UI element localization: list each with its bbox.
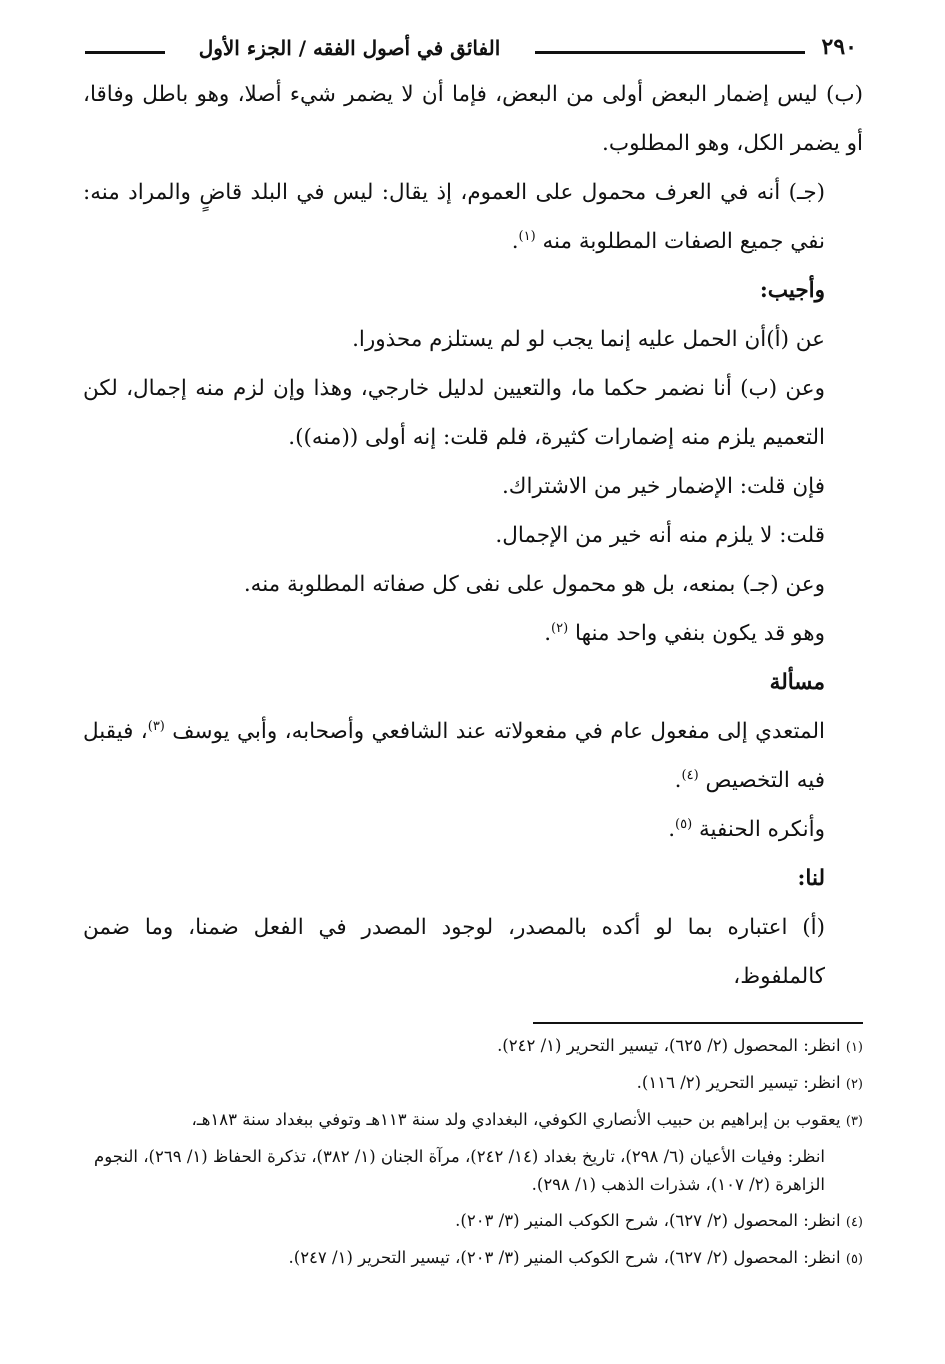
footnote-text: انظر: المحصول (٢/ ٦٢٧)، شرح الكوكب المنير (٣/ ٢٠٣)، تيسير التحرير (١/ ٢٤٧). — [288, 1248, 841, 1267]
paragraph-text: وهو قد يكون بنفي واحد منها — [575, 621, 825, 646]
heading-text: وأجيب: — [759, 278, 825, 303]
footnote-separator — [533, 1022, 863, 1024]
paragraph-text: قلت: لا يلزم منه أنه خير من الإجمال. — [495, 523, 825, 548]
footnote-number: (٢) — [845, 1077, 863, 1092]
subheading-answer — [83, 266, 863, 315]
footnote-3 — [83, 1102, 863, 1139]
paragraph-argument-a — [83, 903, 863, 1001]
footnote-text: انظر: تيسير التحرير (٢/ ١١٦). — [636, 1073, 841, 1092]
footnote-4 — [83, 1203, 863, 1240]
footnote-5 — [83, 1240, 863, 1277]
footnote-number: (٥) — [845, 1252, 863, 1267]
subheading-lana — [83, 854, 863, 903]
footnote-number: (١) — [845, 1040, 863, 1055]
heading-text: مسألة — [769, 670, 825, 695]
paragraph-text: وعن (جـ) بمنعه، بل هو محمول على نفى كل صفاته المطلوبة منه. — [243, 572, 825, 597]
paragraph-text: ، فيقبل فيه التخصيص — [83, 719, 825, 793]
paragraph-end: . — [674, 768, 682, 793]
footnote-3-continuation — [83, 1139, 863, 1203]
header-rule-left — [85, 51, 165, 54]
page-number: ٢٩٠ — [821, 34, 857, 60]
paragraph-end: . — [544, 621, 552, 646]
paragraph-negation — [83, 609, 863, 658]
paragraph-hanafi — [83, 805, 863, 854]
paragraph-text: فإن قلت: الإضمار خير من الاشتراك. — [501, 474, 825, 499]
section-heading-masala — [83, 658, 863, 707]
paragraph-objection — [83, 462, 863, 511]
footnote-number: (٣) — [845, 1114, 863, 1129]
paragraph-answer-jim — [83, 560, 863, 609]
paragraph-b — [83, 70, 863, 168]
paragraph-text: المتعدي إلى مفعول عام في مفعولاته عند الشافعي وأصحابه، وأبي يوسف — [172, 719, 825, 744]
footnote-2 — [83, 1065, 863, 1102]
paragraph-text: عن (أ)أن الحمل عليه إنما يجب لو لم يستلزم محذورا. — [352, 327, 825, 352]
paragraph-answer-b — [83, 364, 863, 462]
paragraph-text: (ب) ليس إضمار البعض أولى من البعض، فإما أن لا يضمر شيء أصلا، وهو باطل وفاقا، أو يضمر الكل، وهو المطلوب. — [83, 82, 863, 156]
paragraph-reply — [83, 511, 863, 560]
paragraph-text: (أ) اعتباره بما لو أكده بالمصدر، لوجود المصدر في الفعل ضمنا، وما ضمن كالملفوظ، — [83, 915, 825, 989]
paragraph-end: . — [668, 817, 676, 842]
footnote-1 — [83, 1028, 863, 1065]
paragraph-transitive — [83, 707, 863, 805]
page-header — [80, 32, 862, 68]
paragraph-jim — [83, 168, 863, 266]
footnote-ref[interactable]: (١) — [518, 228, 536, 244]
footnote-number: (٤) — [845, 1215, 863, 1230]
paragraph-text: (جـ) أنه في العرف محمول على العموم، إذ يقال: ليس في البلد قاضٍ والمراد منه: نفي جميع الصفات المطلوبة منه — [83, 180, 825, 254]
heading-text: لنا: — [797, 866, 825, 891]
footnote-ref[interactable]: (٥) — [675, 816, 693, 832]
header-rule-middle — [535, 51, 805, 54]
footnote-text: انظر: المحصول (٢/ ٦٢٧)، شرح الكوكب المنير (٣/ ٢٠٣). — [455, 1211, 841, 1230]
main-text — [83, 70, 863, 1001]
paragraph-text: وأنكره الحنفية — [699, 817, 825, 842]
paragraph-end: . — [511, 229, 519, 254]
footnote-text: انظر: وفيات الأعيان (٦/ ٢٩٨)، تاريخ بغداد (١٤/ ٢٤٢)، مرآة الجنان (١/ ٣٨٢)، تذكرة الحفاظ (١/ ٢٦٩)، النجوم الزاهرة (٢/ ١٠٧)، شذرات الذهب (١/ ٢٩٨). — [94, 1147, 825, 1194]
footnote-ref[interactable]: (٤) — [681, 767, 699, 783]
paragraph-text: وعن (ب) أنا نضمر حكما ما، والتعيين لدليل خارجي، وهذا وإن لزم منه إجمال، لكن التعميم يلزم منه إضمارات كثيرة، فلم قلت: إنه أولى ((منه)). — [83, 376, 825, 450]
footnote-ref[interactable]: (٢) — [551, 620, 569, 636]
footnote-ref[interactable]: (٣) — [147, 718, 165, 734]
running-title: الفائق في أصول الفقه / الجزء الأول — [198, 36, 501, 60]
paragraph-answer-a — [83, 315, 863, 364]
footnotes — [83, 1028, 863, 1277]
footnote-text: يعقوب بن إبراهيم بن حبيب الأنصاري الكوفي، البغدادي ولد سنة ١١٣هـ وتوفي ببغداد سنة ١٨٣هـ، — [191, 1110, 841, 1129]
footnote-text: انظر: المحصول (٢/ ٦٢٥)، تيسير التحرير (١/ ٢٤٢). — [497, 1036, 841, 1055]
